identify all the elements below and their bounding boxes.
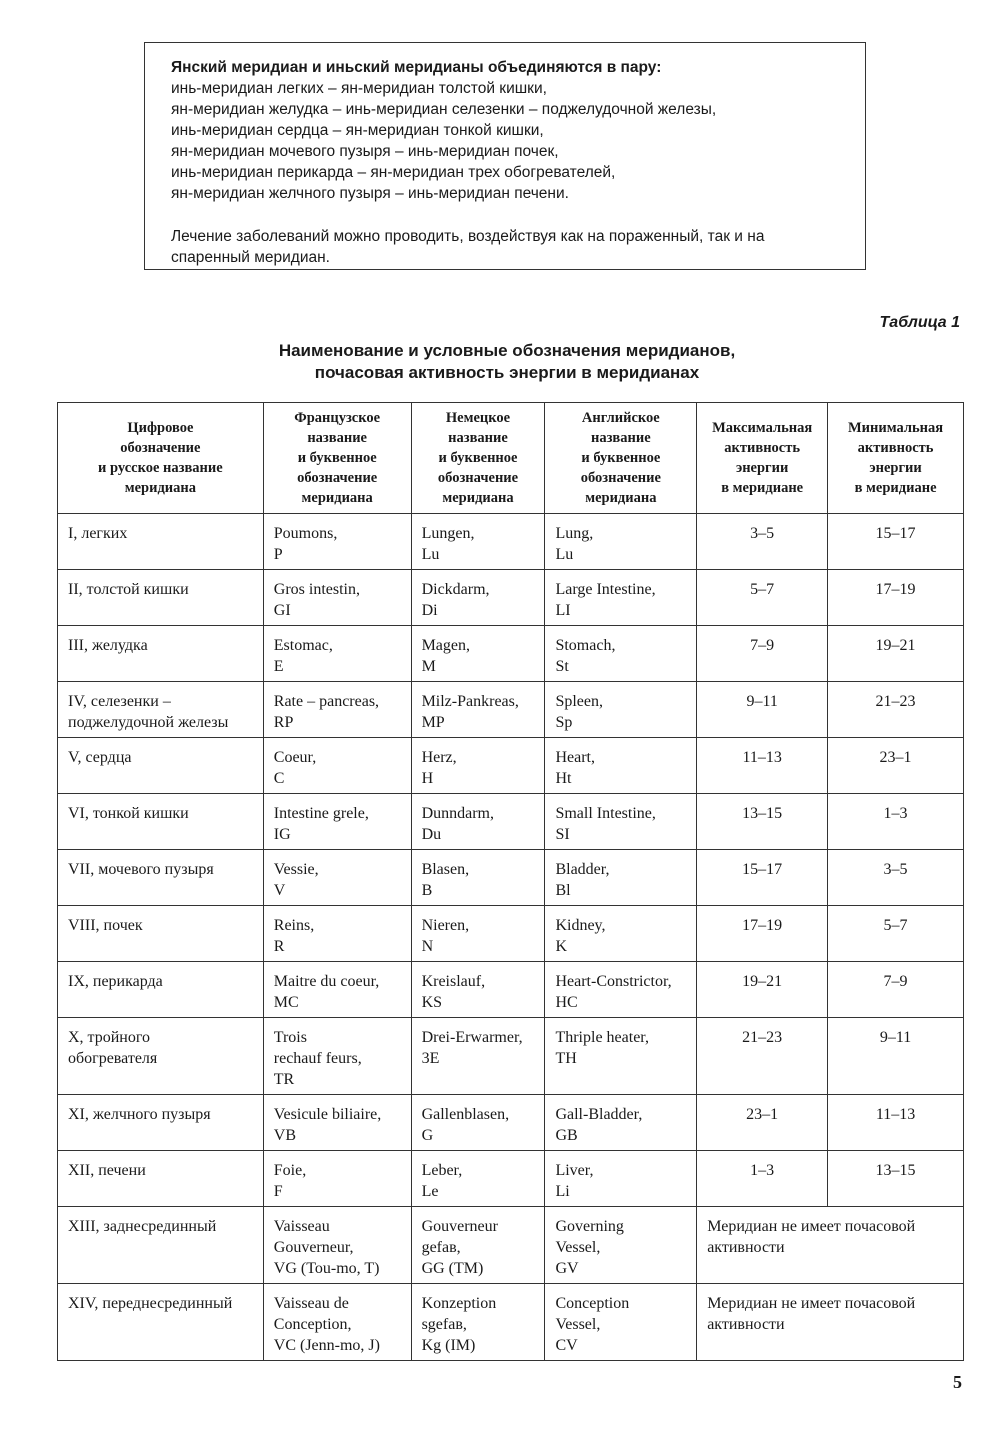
note-line: инь-меридиан перикарда – ян-меридиан трех обогревателей,	[171, 164, 616, 181]
page-number: 5	[953, 1372, 962, 1392]
table-cell: 1–3	[828, 794, 964, 850]
table-cell: IX, перикарда	[58, 962, 264, 1018]
column-header: Цифровое обозначение и русское название меридиана	[58, 403, 264, 514]
table-cell: Governing Vessel, GV	[545, 1207, 697, 1284]
table-row	[58, 850, 964, 906]
table-cell: 11–13	[697, 738, 828, 794]
table-cell: Leber, Le	[411, 1151, 545, 1207]
table-cell: Estomac, E	[263, 626, 411, 682]
table-cell: 21–23	[697, 1018, 828, 1095]
table-cell: Vessie, V	[263, 850, 411, 906]
table-cell: II, толстой кишки	[58, 570, 264, 626]
table-cell: 19–21	[697, 962, 828, 1018]
table-cell: Gouverneur gefaв, GG (TM)	[411, 1207, 545, 1284]
note-line: ян-меридиан желчного пузыря – инь-меридиан печени.	[171, 185, 569, 202]
table-cell: Vesicule biliaire, VB	[263, 1095, 411, 1151]
table-cell: XIII, заднесрединный	[58, 1207, 264, 1284]
table-row	[58, 682, 964, 738]
note-line: ян-меридиан желудка – инь-меридиан селезенки – поджелудочной железы,	[171, 101, 717, 118]
table-cell: V, сердца	[58, 738, 264, 794]
note-line: инь-меридиан сердца – ян-меридиан тонкой кишки,	[171, 122, 544, 139]
table-row	[58, 626, 964, 682]
table-cell: Gallenblasen, G	[411, 1095, 545, 1151]
table-cell: Maitre du coeur, MC	[263, 962, 411, 1018]
table-cell: Poumons, P	[263, 514, 411, 570]
table-cell: Milz-Pankreas, MP	[411, 682, 545, 738]
table-cell: Dunndarm, Du	[411, 794, 545, 850]
table-cell: Gros intestin, GI	[263, 570, 411, 626]
table-cell: 9–11	[697, 682, 828, 738]
table-cell: 5–7	[828, 906, 964, 962]
table-cell: Gall-Bladder, GB	[545, 1095, 697, 1151]
table-cell: Vaisseau Gouverneur, VG (Tou-mo, T)	[263, 1207, 411, 1284]
table-row	[58, 738, 964, 794]
table-cell: XI, желчного пузыря	[58, 1095, 264, 1151]
column-header: Максимальная активность энергии в меридиане	[697, 403, 828, 514]
note-line: инь-меридиан легких – ян-меридиан толстой кишки,	[171, 80, 547, 97]
column-header: Английское название и буквенное обозначение меридиана	[545, 403, 697, 514]
table-row	[58, 906, 964, 962]
table-cell: 3–5	[697, 514, 828, 570]
table-cell: Heart, Ht	[545, 738, 697, 794]
table-title	[0, 340, 1000, 384]
table-cell: Меридиан не имеет почасовой активности	[697, 1207, 964, 1284]
table-cell: Intestine grele, IG	[263, 794, 411, 850]
table-cell: XIV, переднесрединный	[58, 1284, 264, 1361]
table-cell: Heart-Constrictor, HC	[545, 962, 697, 1018]
table-row	[58, 570, 964, 626]
note-heading: Янский меридиан и иньский меридианы объединяются в пару:	[171, 59, 662, 76]
table-cell: 23–1	[697, 1095, 828, 1151]
table-cell: Stomach, St	[545, 626, 697, 682]
table-cell: 1–3	[697, 1151, 828, 1207]
table-cell: Foie, F	[263, 1151, 411, 1207]
table-cell: X, тройного обогревателя	[58, 1018, 264, 1095]
table-cell: 9–11	[828, 1018, 964, 1095]
table-cell: 3–5	[828, 850, 964, 906]
table-cell: I, легких	[58, 514, 264, 570]
title-line: почасовая активность энергии в меридианах	[314, 363, 700, 382]
table-cell: 15–17	[828, 514, 964, 570]
table-cell: Rate – pancreas, RP	[263, 682, 411, 738]
table-cell: III, желудка	[58, 626, 264, 682]
table-cell: Thriple heater, TH	[545, 1018, 697, 1095]
table-row	[58, 1151, 964, 1207]
table-row	[58, 962, 964, 1018]
table-cell: 7–9	[828, 962, 964, 1018]
table-cell: Меридиан не имеет почасовой активности	[697, 1284, 964, 1361]
table-row	[58, 1018, 964, 1095]
table-label: Таблица 1	[879, 314, 960, 331]
column-header: Немецкое название и буквенное обозначение меридиана	[411, 403, 545, 514]
table-cell: Dickdarm, Di	[411, 570, 545, 626]
table-cell: 23–1	[828, 738, 964, 794]
table-cell: 15–17	[697, 850, 828, 906]
note-box	[144, 42, 866, 270]
table-cell: Herz, H	[411, 738, 545, 794]
table-cell: Liver, Li	[545, 1151, 697, 1207]
table-row	[58, 1207, 964, 1284]
table-cell: Conception Vessel, CV	[545, 1284, 697, 1361]
table-row	[58, 1095, 964, 1151]
table-row	[58, 514, 964, 570]
table-cell: Trois rechauf feurs, TR	[263, 1018, 411, 1095]
table-cell: Large Intestine, LI	[545, 570, 697, 626]
table-cell: Kreislauf, KS	[411, 962, 545, 1018]
table-cell: 11–13	[828, 1095, 964, 1151]
table-cell: Reins, R	[263, 906, 411, 962]
table-cell: Coeur, C	[263, 738, 411, 794]
table-cell: Kidney, K	[545, 906, 697, 962]
table-cell: Small Intestine, SI	[545, 794, 697, 850]
table-header-row	[58, 403, 964, 514]
table-cell: 7–9	[697, 626, 828, 682]
table-cell: 13–15	[828, 1151, 964, 1207]
table-cell: Bladder, Bl	[545, 850, 697, 906]
table-cell: Magen, M	[411, 626, 545, 682]
table-cell: VI, тонкой кишки	[58, 794, 264, 850]
table-cell: Lung, Lu	[545, 514, 697, 570]
table-cell: Konzeption sgefaв, Kg (IM)	[411, 1284, 545, 1361]
meridian-table	[57, 402, 964, 1361]
table-cell: 17–19	[828, 570, 964, 626]
table-row	[58, 1284, 964, 1361]
table-cell: 19–21	[828, 626, 964, 682]
table-cell: VII, мочевого пузыря	[58, 850, 264, 906]
table-cell: Drei-Erwarmer, 3E	[411, 1018, 545, 1095]
note-footer: Лечение заболеваний можно проводить, воздействуя как на пораженный, так и на спаренный меридиан.	[171, 228, 765, 266]
column-header: Минимальная активность энергии в меридиане	[828, 403, 964, 514]
table-cell: Lungen, Lu	[411, 514, 545, 570]
column-header: Французское название и буквенное обозначение меридиана	[263, 403, 411, 514]
table-cell: Nieren, N	[411, 906, 545, 962]
table-cell: Blasen, B	[411, 850, 545, 906]
note-line: ян-меридиан мочевого пузыря – инь-меридиан почек,	[171, 143, 559, 160]
table-cell: Vaisseau de Conception, VC (Jenn-mo, J)	[263, 1284, 411, 1361]
table-cell: XII, печени	[58, 1151, 264, 1207]
table-cell: 21–23	[828, 682, 964, 738]
table-cell: Spleen, Sp	[545, 682, 697, 738]
table-row	[58, 794, 964, 850]
table-cell: 17–19	[697, 906, 828, 962]
table-cell: IV, селезенки – поджелудочной железы	[58, 682, 264, 738]
table-cell: 5–7	[697, 570, 828, 626]
table-cell: VIII, почек	[58, 906, 264, 962]
table-cell: 13–15	[697, 794, 828, 850]
title-line: Наименование и условные обозначения меридианов,	[278, 341, 736, 360]
